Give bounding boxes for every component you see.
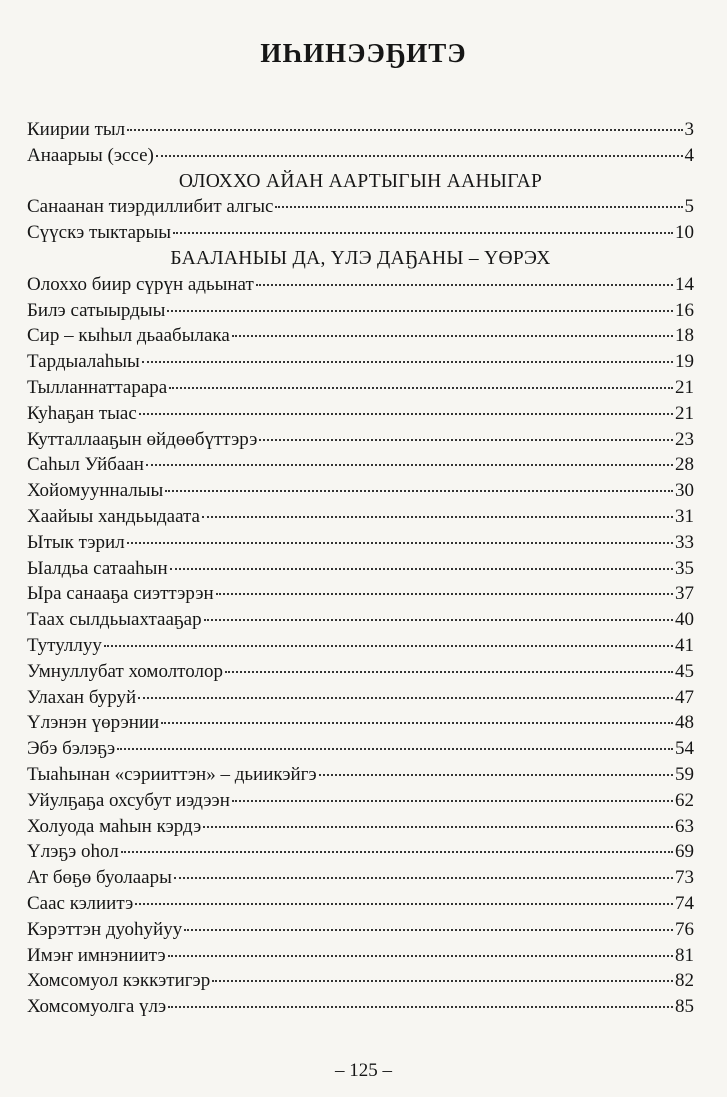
- toc-entry-page: 69: [675, 841, 694, 863]
- toc-entry-title: Тыаһынан «сэрииттэн» – дьиикэйгэ: [27, 763, 317, 785]
- toc-entry-title: Улахан буруй: [27, 686, 137, 708]
- toc-entry-title: Сүүскэ тыктарыы: [27, 222, 172, 244]
- dot-leader: [139, 413, 673, 415]
- page-number: – 125 –: [335, 1060, 392, 1081]
- toc-entry-page: 33: [675, 531, 694, 553]
- toc-entry-page: 47: [675, 686, 694, 708]
- toc-entry-title: Уйулҕаҕа охсубут иэдээн: [27, 789, 230, 811]
- toc-entry-page: 48: [675, 712, 694, 734]
- dot-leader: [259, 439, 673, 441]
- toc-entry: [27, 401, 694, 427]
- toc-entry-title: Эбэ бэлэҕэ: [27, 738, 116, 760]
- toc-entry-title: Санаанан тиэрдиллибит алгыс: [27, 196, 274, 218]
- toc-entry-page: 3: [684, 119, 694, 140]
- dot-leader: [212, 980, 673, 982]
- toc-entry-page: 4: [684, 144, 694, 166]
- toc-entry-title: Киирии тыл: [27, 119, 126, 140]
- toc-entry-page: 74: [675, 892, 694, 914]
- toc-entry-title: Куһаҕан тыас: [27, 402, 137, 424]
- dot-leader: [167, 310, 673, 312]
- toc-entry-title: Хомсомуол кэккэтигэр: [27, 970, 211, 992]
- toc-entry-page: 14: [675, 273, 694, 295]
- dot-leader: [142, 361, 673, 363]
- toc-entry: [27, 685, 694, 711]
- dot-leader: [165, 490, 673, 492]
- toc-entry-page: 23: [675, 428, 694, 450]
- toc-entry-page: 41: [675, 634, 694, 656]
- toc-entry-page: 5: [684, 196, 694, 218]
- toc-entry: [27, 298, 694, 324]
- dot-leader: [202, 516, 673, 518]
- toc-entry-title: Хаайыы хандьыдаата: [27, 505, 200, 527]
- dot-leader: [156, 155, 683, 157]
- toc-entry: [27, 530, 694, 556]
- toc-entry-page: 16: [675, 299, 694, 321]
- dot-leader: [225, 671, 673, 673]
- toc-entry-page: 59: [675, 763, 694, 785]
- toc-section-heading: БААЛАНЫЫ ДА, ҮЛЭ ДАҔАНЫ – ҮӨРЭХ: [170, 247, 551, 269]
- toc-entry-page: 54: [675, 738, 694, 760]
- page-title: ИҺИНЭЭҔИТЭ: [260, 38, 467, 68]
- dot-leader: [203, 826, 673, 828]
- toc-entry-title: Саһыл Уйбаан: [27, 454, 144, 476]
- toc-entry-page: 40: [675, 609, 694, 631]
- toc-entry-page: 62: [675, 789, 694, 811]
- toc-entry: [27, 710, 694, 736]
- toc-entry: [27, 427, 694, 453]
- toc-entry-page: 18: [675, 325, 694, 347]
- dot-leader: [146, 464, 673, 466]
- toc-entry-title: Кэрэттэн дуоһуйуу: [27, 918, 183, 940]
- toc-entry: [27, 839, 694, 865]
- toc-entry-page: 63: [675, 815, 694, 837]
- toc-entry: [27, 659, 694, 685]
- dot-leader: [216, 593, 673, 595]
- dot-leader: [232, 800, 673, 802]
- toc-entry-page: 81: [675, 944, 694, 966]
- toc-entry-page: 73: [675, 867, 694, 889]
- dot-leader: [174, 877, 673, 879]
- dot-leader: [256, 284, 673, 286]
- toc-entry: [27, 633, 694, 659]
- toc-entry: [27, 865, 694, 891]
- toc-entry: [27, 891, 694, 917]
- toc-entry: [27, 117, 694, 143]
- dot-leader: [170, 568, 673, 570]
- toc-entry-title: Тардыалаһыы: [27, 351, 140, 373]
- toc-entry-title: Ат бөҕө буолаары: [27, 867, 172, 889]
- dot-leader: [117, 748, 673, 750]
- toc-entry-title: Ытык тэрил: [27, 531, 125, 553]
- toc-entry-title: Билэ сатыырдыы: [27, 299, 166, 321]
- toc-entry-title: Холуода маһын кэрдэ: [27, 815, 202, 837]
- toc-entry: [27, 556, 694, 582]
- toc-entry: [27, 581, 694, 607]
- toc-entry: [27, 323, 694, 349]
- toc-entry-title: Кутталлааҕын өйдөөбүттэрэ: [27, 428, 258, 450]
- dot-leader: [204, 619, 673, 621]
- table-of-contents: [27, 117, 694, 1020]
- dot-leader: [168, 1006, 673, 1008]
- dot-leader: [173, 232, 673, 234]
- toc-entry-title: Үлэнэн үөрэнии: [27, 712, 160, 734]
- dot-leader: [275, 206, 682, 208]
- dot-leader: [121, 851, 673, 853]
- toc-entry-page: 35: [675, 557, 694, 579]
- toc-entry: [27, 194, 694, 220]
- dot-leader: [127, 542, 673, 544]
- toc-entry-title: Хойомуунналыы: [27, 480, 164, 502]
- toc-entry: [27, 452, 694, 478]
- toc-entry-title: Имэҥ имнэниитэ: [27, 944, 166, 966]
- toc-entry: [27, 968, 694, 994]
- toc-entry: [27, 220, 694, 246]
- toc-entry: [27, 478, 694, 504]
- toc-entry-title: Анаарыы (эссе): [27, 144, 154, 166]
- dot-leader: [319, 774, 673, 776]
- toc-entry: [27, 375, 694, 401]
- toc-entry-title: Ыалдьа сатааһын: [27, 557, 168, 579]
- toc-entry: [27, 349, 694, 375]
- toc-entry: [27, 994, 694, 1020]
- dot-leader: [232, 335, 673, 337]
- toc-entry-title: Таах сылдьыахтааҕар: [27, 609, 202, 631]
- toc-entry-title: Хомсомуолга үлэ: [27, 996, 167, 1018]
- dot-leader: [168, 955, 673, 957]
- toc-entry: [27, 504, 694, 530]
- toc-entry-page: 76: [675, 918, 694, 940]
- toc-entry: [27, 943, 694, 969]
- dot-leader: [161, 722, 673, 724]
- toc-entry-page: 21: [675, 402, 694, 424]
- toc-entry: [27, 143, 694, 169]
- dot-leader: [135, 903, 673, 905]
- toc-entry-page: 10: [675, 222, 694, 244]
- toc-section-heading: ОЛОХХО АЙАН ААРТЫГЫН ААНЫГАР: [178, 170, 543, 192]
- toc-entry-title: Тутуллуу: [27, 634, 102, 656]
- toc-entry-page: 19: [675, 351, 694, 373]
- toc-entry-page: 45: [675, 660, 694, 682]
- dot-leader: [169, 387, 673, 389]
- toc-entry: [27, 762, 694, 788]
- toc-entry: [27, 607, 694, 633]
- toc-entry-page: 37: [675, 583, 694, 605]
- toc-entry-page: 28: [675, 454, 694, 476]
- toc-entry-title: Ыра санааҕа сиэттэрэн: [27, 583, 214, 605]
- dot-leader: [104, 645, 673, 647]
- toc-entry: [27, 736, 694, 762]
- toc-entry-page: 85: [675, 996, 694, 1018]
- dot-leader: [138, 697, 673, 699]
- toc-entry-title: Сир – кыһыл дьаабылака: [27, 325, 230, 347]
- dot-leader: [127, 129, 682, 131]
- toc-entry: [27, 272, 694, 298]
- toc-entry: [27, 788, 694, 814]
- toc-entry-title: Олоххо биир сүрүн адьынат: [27, 273, 254, 295]
- toc-entry: [27, 814, 694, 840]
- toc-entry-title: Саас кэлиитэ: [27, 892, 134, 914]
- toc-entry-page: 30: [675, 480, 694, 502]
- dot-leader: [184, 929, 673, 931]
- toc-entry: [27, 917, 694, 943]
- toc-entry-title: Тылланнаттарара: [27, 376, 168, 398]
- toc-entry-title: Үлэҕэ оһол: [27, 841, 119, 863]
- toc-entry-title: Умнуллубат хомолтолор: [27, 660, 223, 682]
- toc-entry-page: 31: [675, 505, 694, 527]
- toc-entry-page: 82: [675, 970, 694, 992]
- toc-entry-page: 21: [675, 376, 694, 398]
